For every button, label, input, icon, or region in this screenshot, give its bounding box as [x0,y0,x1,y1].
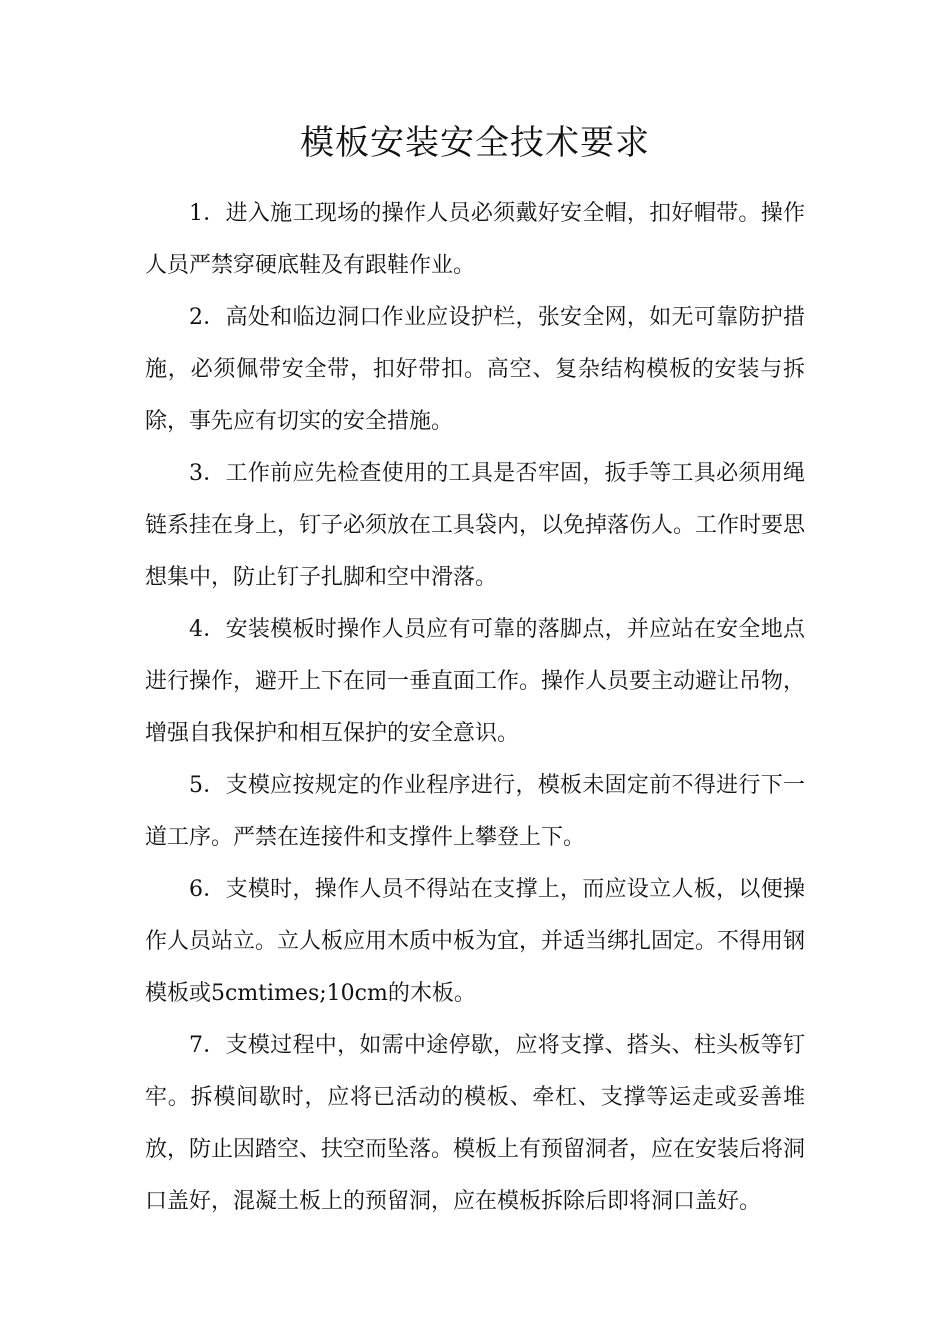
paragraph-3: 3．工作前应先检查使用的工具是否牢固，扳手等工具必须用绳链系挂在身上，钉子必须放在工具袋内，以免掉落伤人。工作时要思想集中，防止钉子扎脚和空中滑落。 [145,461,806,590]
paragraph-2: 2．高处和临边洞口作业应设护栏，张安全网，如无可靠防护措施，必须佩带安全带，扣好带扣。高空、复杂结构模板的安装与拆除，事先应有切实的安全措施。 [145,305,805,434]
document-body [145,188,805,1228]
document-title: 模板安装安全技术要求 [300,123,650,163]
paragraph-5: 5．支模应按规定的作业程序进行，模板未固定前不得进行下一道工序。严禁在连接件和支撑件上攀登上下。 [145,773,805,850]
paragraph-1: 1．进入施工现场的操作人员必须戴好安全帽，扣好帽带。操作人员严禁穿硬底鞋及有跟鞋作业。 [145,201,805,278]
paragraph-4: 4．安装模板时操作人员应有可靠的落脚点，并应站在安全地点进行操作，避开上下在同一垂直面工作。操作人员要主动避让吊物，增强自我保护和相互保护的安全意识。 [145,617,806,746]
paragraph-7: 7．支模过程中，如需中途停歇，应将支撑、搭头、柱头板等钉牢。拆模间歇时，应将已活动的模板、牵杠、支撑等运走或妥善堆放，防止因踏空、扶空而坠落。模板上有预留洞者，应在安装后将洞口盖好，混凝土板上的预留洞，应在模板拆除后即将洞口盖好。 [145,1033,806,1214]
paragraph-6: 6．支模时，操作人员不得站在支撑上，而应设立人板，以便操作人员站立。立人板应用木质中板为宜，并适当绑扎固定。不得用钢模板或5cmtimes;10cm的木板。 [145,877,806,1006]
